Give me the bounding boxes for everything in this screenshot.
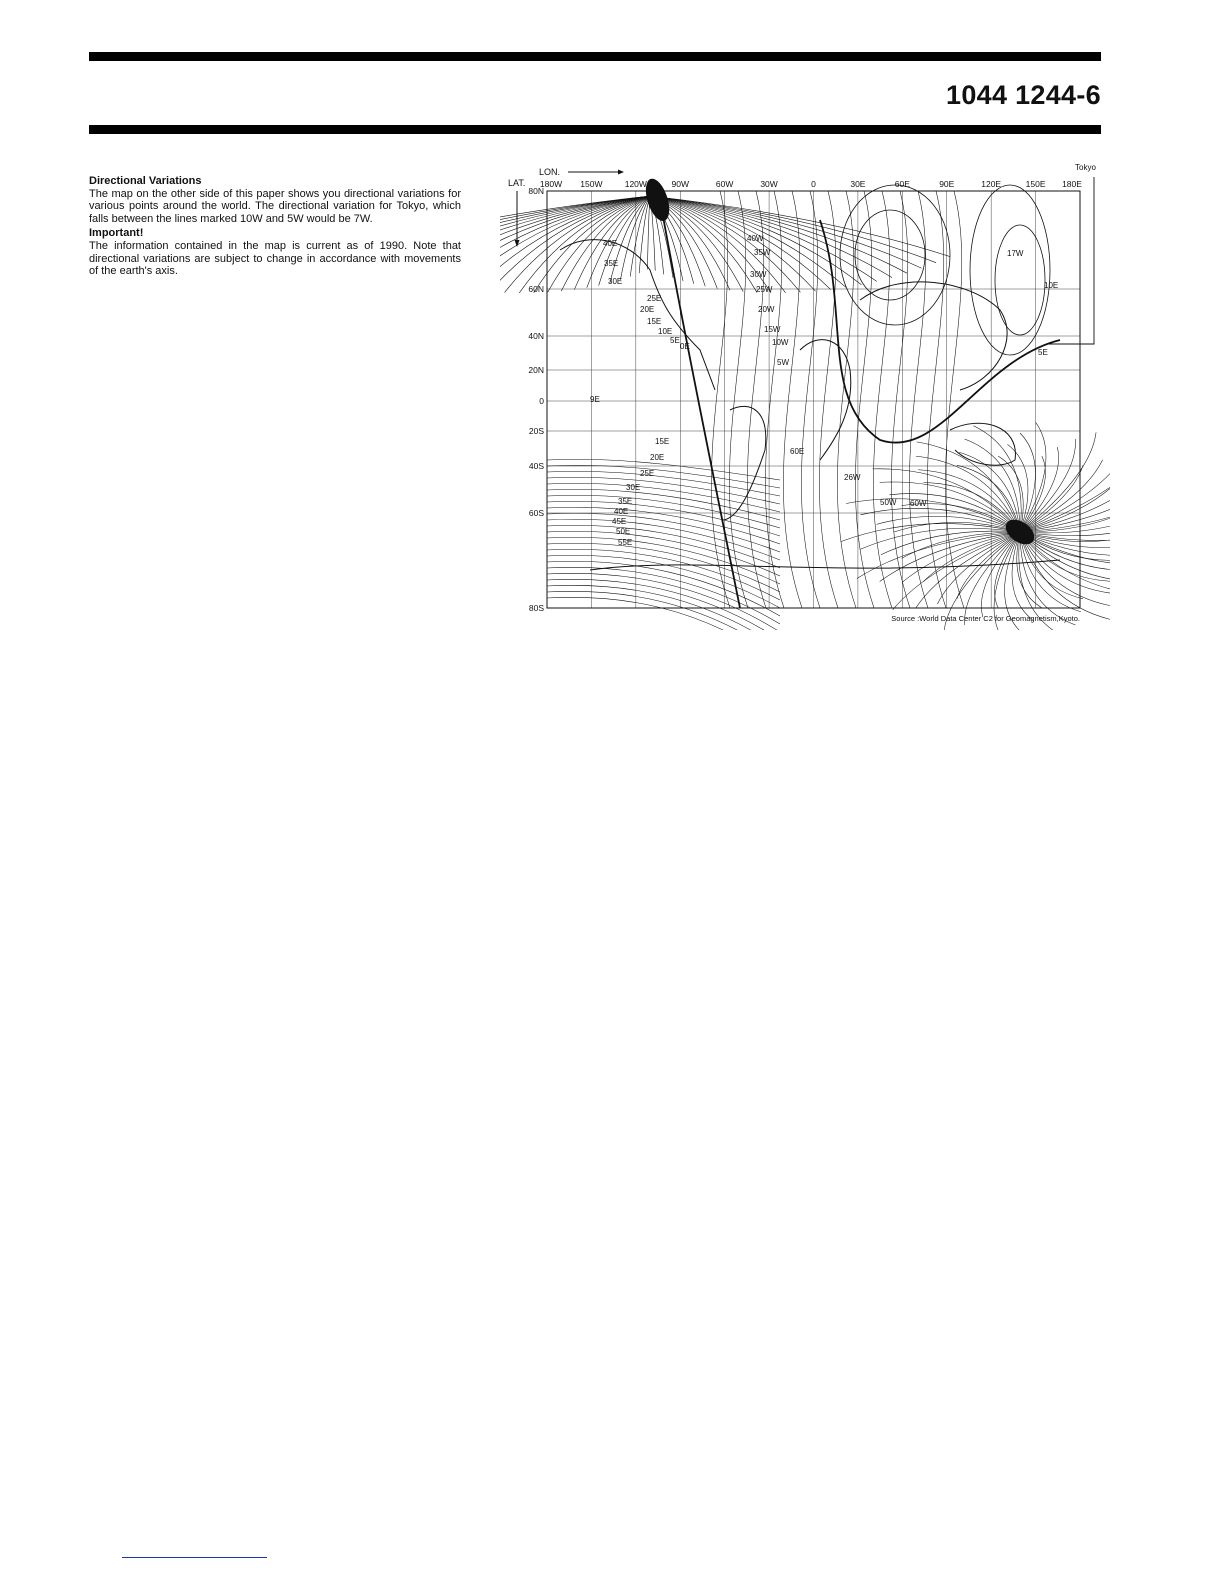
contour-label: 20E bbox=[650, 453, 665, 462]
contour-label: 10E bbox=[658, 327, 673, 336]
top-rule bbox=[89, 52, 1101, 61]
contour-loop bbox=[995, 225, 1045, 335]
lon-arrow-head bbox=[618, 170, 624, 175]
contour-label: 25E bbox=[640, 469, 655, 478]
contour-label: 50E bbox=[616, 527, 631, 536]
contour-label: 26W bbox=[844, 473, 861, 482]
contour-loop bbox=[840, 185, 950, 325]
contour-label: 5E bbox=[670, 336, 680, 345]
document-id: 1044 1244-6 bbox=[946, 80, 1101, 110]
paragraph-important: The information contained in the map is current as of 1990. Note that directional variations are subject to change in accordance with movements of the earth's axis. bbox=[89, 239, 461, 278]
coastline bbox=[590, 560, 1060, 570]
contour-line bbox=[547, 477, 780, 504]
contour-label: 5W bbox=[777, 358, 789, 367]
contour-label: 35W bbox=[754, 248, 771, 257]
contour-line bbox=[923, 532, 1020, 581]
lat-tick-label: 40N bbox=[528, 331, 544, 341]
coastline bbox=[950, 423, 1015, 465]
contour-label: 0E bbox=[680, 342, 690, 351]
contour-line bbox=[801, 191, 820, 608]
longitude-ticks bbox=[540, 179, 1082, 189]
contour-loop bbox=[970, 185, 1050, 355]
paragraph-directional-variations: The map on the other side of this paper shows you directional variations for various points around the world. The directional variation for Tokyo, which falls between the lines marked 10W and 5W would be 7W. bbox=[89, 187, 461, 225]
contour-line bbox=[855, 191, 874, 608]
contour-label: 40E bbox=[614, 507, 629, 516]
contour-line bbox=[547, 531, 780, 576]
contour-line bbox=[547, 579, 780, 630]
contour-loop bbox=[855, 210, 925, 300]
contour-label: 10W bbox=[772, 338, 789, 347]
contour-label: 25W bbox=[756, 285, 773, 294]
contour-line bbox=[620, 196, 650, 280]
contour-label: 30E bbox=[608, 277, 623, 286]
contour-line bbox=[1020, 456, 1045, 532]
contour-line bbox=[873, 191, 892, 608]
lon-tick-label: 150E bbox=[1025, 179, 1046, 189]
contour-line bbox=[893, 532, 1020, 610]
latitude-ticks bbox=[528, 186, 544, 613]
contour-label: 35E bbox=[604, 259, 619, 268]
contour-line bbox=[891, 191, 910, 608]
lat-tick-label: 80N bbox=[528, 186, 544, 196]
contour-line bbox=[880, 482, 1020, 532]
contour-line bbox=[547, 483, 780, 512]
tokyo-label: Tokyo bbox=[1075, 163, 1096, 172]
contour-line bbox=[945, 191, 964, 608]
contour-line bbox=[650, 196, 922, 268]
lon-tick-label: 60E bbox=[894, 179, 910, 189]
contour-line bbox=[1020, 532, 1075, 625]
contour-label: 15E bbox=[655, 437, 670, 446]
source-caption: Source :World Data Center C2 for Geomagnetism,Kyoto. bbox=[891, 614, 1080, 623]
lon-tick-label: 150W bbox=[580, 179, 603, 189]
contour-label: 55E bbox=[618, 538, 633, 547]
contour-label: 10E bbox=[1044, 281, 1059, 290]
lat-tick-label: 20N bbox=[528, 365, 544, 375]
contour-label: 15W bbox=[764, 325, 781, 334]
contour-line bbox=[587, 196, 650, 288]
contour-label: 50W bbox=[880, 498, 897, 507]
lon-label: LON. bbox=[539, 167, 561, 177]
contour-label: 25E bbox=[647, 294, 662, 303]
contour-line bbox=[1020, 447, 1059, 532]
contour-line bbox=[860, 528, 1020, 549]
contour-line bbox=[857, 532, 1020, 578]
contour-line bbox=[547, 489, 780, 520]
contour-line bbox=[547, 501, 780, 536]
contour-line bbox=[1020, 465, 1083, 532]
map-svg bbox=[500, 160, 1110, 630]
contour-label: 5E bbox=[1038, 348, 1048, 357]
contour-line bbox=[965, 439, 1020, 532]
coastline bbox=[722, 406, 766, 520]
contour-label: 45E bbox=[612, 517, 627, 526]
contour-line bbox=[995, 532, 1020, 608]
lat-label: LAT. bbox=[508, 178, 526, 188]
contour-line bbox=[1020, 432, 1096, 532]
lat-tick-label: 20S bbox=[528, 426, 544, 436]
tokyo-pointer-line bbox=[1048, 177, 1094, 344]
heading-important: Important! bbox=[89, 227, 144, 240]
lat-tick-label: 80S bbox=[528, 603, 544, 613]
lon-tick-label: 30W bbox=[760, 179, 778, 189]
contour-label: 20W bbox=[758, 305, 775, 314]
lon-tick-label: 60W bbox=[715, 179, 734, 189]
lon-tick-label: 180W bbox=[539, 179, 563, 189]
contour-line bbox=[1020, 532, 1110, 622]
contour-label: 30W bbox=[750, 270, 767, 279]
contour-line bbox=[981, 532, 1020, 617]
contour-line bbox=[547, 591, 780, 630]
lon-tick-label: 120E bbox=[981, 179, 1002, 189]
description-column bbox=[89, 175, 461, 280]
lon-tick-label: 180E bbox=[1062, 179, 1082, 189]
header-bottom-rule bbox=[89, 125, 1101, 134]
lat-tick-label: 0 bbox=[539, 396, 544, 406]
contour-line bbox=[547, 555, 780, 608]
magnetic-variation-map bbox=[500, 160, 1110, 630]
contour-line bbox=[547, 573, 780, 630]
contour-line bbox=[547, 549, 780, 600]
contour-label: 35E bbox=[618, 497, 633, 506]
lon-tick-label: 30E bbox=[850, 179, 866, 189]
lon-tick-label: 90W bbox=[671, 179, 689, 189]
contour-labels bbox=[590, 234, 1058, 547]
contour-label: 60E bbox=[790, 447, 805, 456]
lon-tick-label: 120W bbox=[624, 179, 647, 189]
lat-tick-label: 60S bbox=[528, 508, 544, 518]
contour-line bbox=[547, 495, 780, 528]
contour-label: 40E bbox=[603, 239, 618, 248]
contour-label: 40W bbox=[747, 234, 764, 243]
contour-line bbox=[783, 191, 805, 608]
heading-directional-variations: Directional Variations bbox=[89, 175, 202, 187]
contour-label: 30E bbox=[626, 483, 641, 492]
footer-link-line bbox=[122, 1557, 267, 1558]
contour-label: 9E bbox=[590, 395, 600, 404]
contour-label: 60W bbox=[910, 499, 927, 508]
contour-line bbox=[500, 196, 650, 283]
lat-tick-label: 60N bbox=[528, 284, 544, 294]
lon-tick-label: 90E bbox=[939, 179, 955, 189]
contour-label: 20E bbox=[640, 305, 655, 314]
coastline bbox=[800, 340, 851, 460]
lon-tick-label: 0 bbox=[811, 179, 816, 189]
contour-line bbox=[1020, 422, 1046, 532]
lat-tick-label: 40S bbox=[528, 461, 544, 471]
contour-label: 17W bbox=[1007, 249, 1024, 258]
contour-label: 15E bbox=[647, 317, 662, 326]
